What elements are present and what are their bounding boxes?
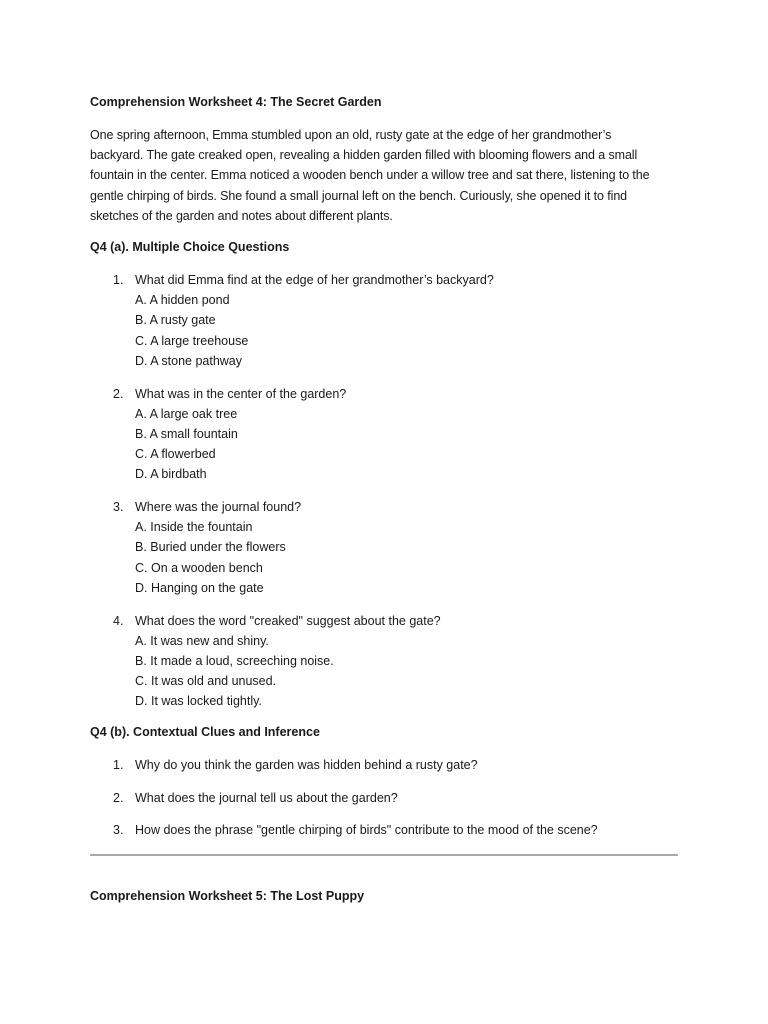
question-text: What does the word "creaked" suggest about the gate? (135, 613, 441, 628)
question-text: What does the journal tell us about the garden? (135, 790, 398, 805)
answer-option: A. A large oak tree (135, 406, 238, 421)
section-a-heading: Q4 (a). Multiple Choice Questions (90, 240, 290, 255)
question-text: What was in the center of the garden? (135, 386, 347, 401)
passage (90, 125, 680, 226)
question-item (90, 755, 680, 775)
question-item (90, 820, 680, 840)
answer-option: A. It was new and shiny. (135, 633, 269, 648)
question-item (90, 611, 680, 712)
answer-option: B. A small fountain (135, 426, 238, 441)
answer-option: D. It was locked tightly. (135, 694, 262, 709)
passage-line: gentle chirping of birds. She found a small journal left on the bench. Curiously, she opened it to find (90, 188, 628, 203)
passage-line: One spring afternoon, Emma stumbled upon an old, rusty gate at the edge of her grandmother’s (90, 128, 612, 142)
question-text: Where was the journal found? (135, 500, 302, 515)
answer-option: A. Inside the fountain (135, 520, 253, 535)
question-number: 2. (113, 790, 124, 805)
question-item (90, 788, 680, 808)
answer-option: C. It was old and unused. (135, 674, 277, 689)
passage-line: backyard. The gate creaked open, revealing a hidden garden filled with blooming flowers and a small (90, 148, 638, 163)
section-divider (90, 854, 678, 856)
answer-option: B. A rusty gate (135, 313, 216, 328)
question-item (90, 497, 680, 598)
worksheet-5-title: Comprehension Worksheet 5: The Lost Puppy (90, 889, 365, 903)
answer-option: B. It made a loud, screeching noise. (135, 653, 334, 668)
answer-option: C. A large treehouse (135, 333, 249, 348)
answer-option: C. On a wooden bench (135, 560, 263, 575)
question-number: 2. (113, 386, 124, 401)
question-number: 1. (113, 758, 124, 773)
question-text: What did Emma find at the edge of her grandmother’s backyard? (135, 273, 494, 288)
answer-option: B. Buried under the flowers (135, 540, 286, 555)
answer-option: C. A flowerbed (135, 447, 216, 462)
question-item (90, 384, 680, 485)
inference-question-list (90, 755, 680, 841)
question-text: Why do you think the garden was hidden behind a rusty gate? (135, 758, 478, 773)
worksheet-title: Comprehension Worksheet 4: The Secret Garden (90, 95, 382, 109)
passage-line: fountain in the center. Emma noticed a wooden bench under a willow tree and sat there, listening to the (90, 168, 650, 183)
question-item (90, 270, 680, 371)
question-number: 4. (113, 613, 124, 628)
question-number: 3. (113, 823, 124, 838)
question-text: How does the phrase "gentle chirping of birds" contribute to the mood of the scene? (135, 823, 598, 838)
answer-option: D. A stone pathway (135, 353, 243, 368)
question-number: 3. (113, 500, 124, 515)
answer-option: A. A hidden pond (135, 293, 230, 308)
passage-line: sketches of the garden and notes about different plants. (90, 208, 393, 223)
worksheet-4 (90, 93, 680, 853)
section-b-heading: Q4 (b). Contextual Clues and Inference (90, 725, 320, 740)
mcq-list (90, 270, 680, 712)
answer-option: D. A birdbath (135, 467, 207, 482)
question-number: 1. (113, 273, 124, 288)
answer-option: D. Hanging on the gate (135, 580, 264, 595)
